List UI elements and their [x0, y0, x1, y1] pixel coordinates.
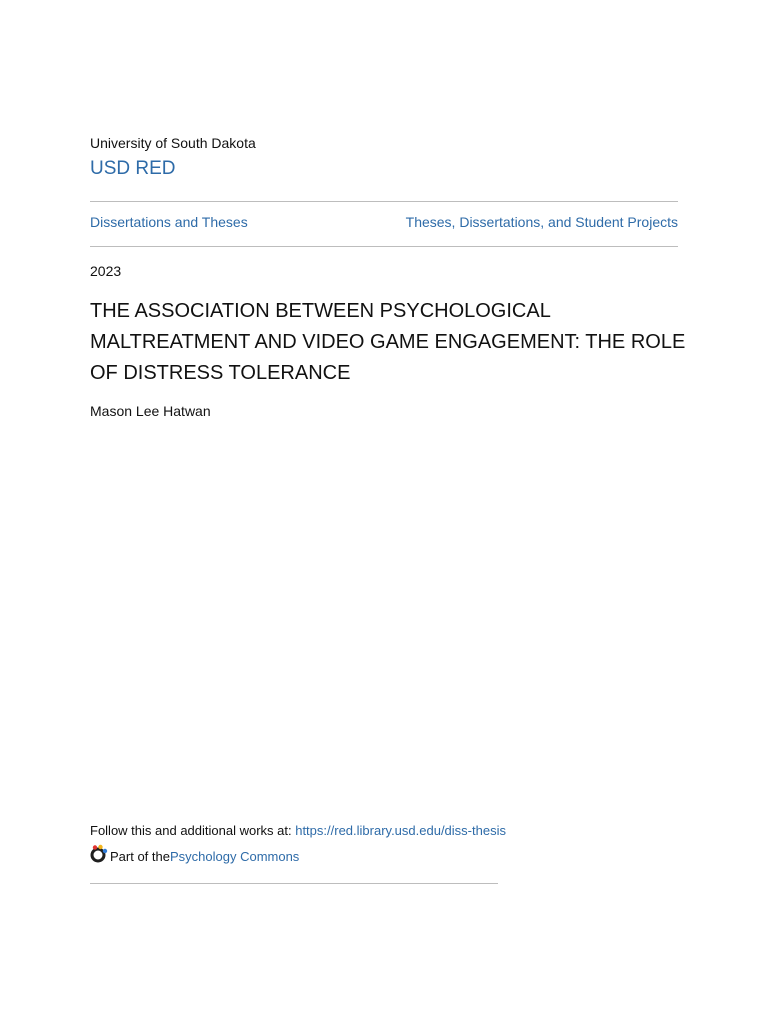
follow-link[interactable]: https://red.library.usd.edu/diss-thesis [295, 823, 506, 838]
follow-prefix: Follow this and additional works at: [90, 823, 296, 838]
part-of-prefix: Part of the [110, 848, 170, 864]
top-divider [90, 201, 678, 202]
collection-divider [90, 246, 678, 247]
cover-page [90, 0, 686, 1024]
footer-divider [90, 883, 498, 884]
collection-link-dissertations[interactable]: Dissertations and Theses [90, 214, 248, 230]
repository-link[interactable]: USD RED [90, 158, 176, 179]
psychology-commons-link[interactable]: Psychology Commons [169, 848, 300, 864]
institution-name: University of South Dakota [90, 135, 256, 151]
follow-line [90, 823, 506, 838]
document-author: Mason Lee Hatwan [90, 403, 211, 419]
part-of-line [90, 846, 299, 866]
commons-network-icon [90, 844, 108, 864]
collection-link-student-projects[interactable]: Theses, Dissertations, and Student Projects [405, 214, 678, 230]
publication-year: 2023 [90, 263, 122, 279]
document-title: THE ASSOCIATION BETWEEN PSYCHOLOGICAL MALTREATMENT AND VIDEO GAME ENGAGEMENT: THE ROLE OF DISTRESS TOLERANCE [90, 300, 686, 384]
